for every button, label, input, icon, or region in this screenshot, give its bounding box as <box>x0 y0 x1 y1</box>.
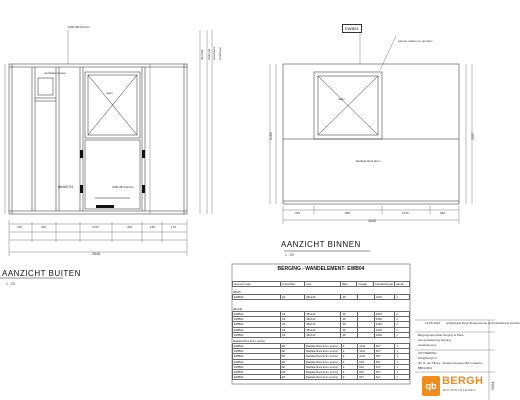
bom-cell: 38 <box>341 322 358 327</box>
note-right: paneel maken en opzolen <box>398 39 433 43</box>
bom-cell: Radiata Riva 9mm (extra) <box>304 369 341 374</box>
bom-cell: 9 <box>341 359 358 364</box>
dim-out-5: 180 <box>150 225 156 229</box>
bom-cell: 877 <box>374 369 394 374</box>
tb-drawing: elementtekening berging <box>418 338 451 342</box>
side-label-4: windmuur <box>218 46 222 60</box>
inside-height-right: 2597 <box>471 132 475 140</box>
inside-view-scale: 1 : 20 <box>285 253 294 257</box>
bom-cell: A6 <box>280 332 304 337</box>
frame-label: HSB 38x140mm <box>68 25 90 29</box>
bom-cell: 38 <box>341 327 358 332</box>
bom-cell: 610 <box>358 369 375 374</box>
bom-cell: 38 <box>341 295 358 300</box>
bom-header: breedte/lengte <box>375 282 394 287</box>
bom-cell: 617 <box>374 375 394 380</box>
bom-group-table <box>232 294 410 300</box>
bom-cell: A8 <box>280 349 304 354</box>
dim-in-2: 899 <box>345 211 351 215</box>
bom-cell: 1 <box>395 295 410 300</box>
bom-cell: A8 <box>280 364 304 369</box>
bom-cell: A6 <box>280 317 304 322</box>
bom-cell: 38x140 <box>305 312 341 317</box>
bom-cell: EWB04 <box>233 364 281 369</box>
bergh-logo <box>422 375 494 399</box>
bom-cell: 610 <box>358 364 375 369</box>
logo-mark: qb <box>422 376 440 396</box>
bom-cell: EWB04 <box>233 332 281 337</box>
bom-header-row <box>233 282 410 287</box>
tb-date: 14-06-2019 <box>425 321 441 325</box>
sill-label: HSB 38x140mm <box>112 185 134 189</box>
bom-cell: Radiata Riva 9mm (extra) <box>304 349 341 354</box>
bom-group-table <box>232 311 410 338</box>
table-row <box>233 295 410 300</box>
bom-cell: 1600 <box>374 332 395 337</box>
bom-cell: 607 <box>358 375 375 380</box>
bom-cell: A8 <box>280 359 304 364</box>
bom-group-label: 38x140 <box>233 307 243 311</box>
bom-cell: 2645 <box>374 312 395 317</box>
bom-cell: 9 <box>341 349 358 354</box>
bom-group-table <box>232 343 410 380</box>
bom-cell: 1 <box>395 364 410 369</box>
bom-cell: EWB04 <box>233 295 281 300</box>
bom-cell: 507 <box>374 354 394 359</box>
tb-project: Bergingsrenovatie berging & Patio <box>418 333 464 337</box>
bom-cell: 1 <box>395 344 410 349</box>
bom-cell: Radiata Riva 9mm (extra) <box>304 354 341 359</box>
bom-cell: A8 <box>280 369 304 374</box>
tb-sub: wandelement <box>418 343 436 347</box>
vent-label: ventilatie rooster <box>44 71 67 75</box>
bom-cell: 1 <box>395 359 410 364</box>
bom-cell: Radiata Riva 9mm (extra) <box>304 364 341 369</box>
bom-cell: 38 <box>341 312 358 317</box>
bom-cell: A8 <box>280 375 304 380</box>
bom-cell: 3350 <box>374 317 395 322</box>
detail-tag: detail 04 <box>58 184 74 189</box>
bom-cell: 1000 <box>374 295 395 300</box>
bom-cell <box>358 332 375 337</box>
outside-total-width: 2645 <box>92 252 100 256</box>
bom-cell: A6 <box>280 322 304 327</box>
bom-cell: 2 <box>395 312 410 317</box>
tb-number: BB191001 <box>418 366 433 370</box>
bom-header: houtprofiel <box>280 282 305 287</box>
bom-cell: 1 <box>395 327 410 332</box>
bom-header: type <box>305 282 341 287</box>
side-label-1: doorstijl <box>200 49 204 60</box>
side-label-3: staanders <box>212 46 216 60</box>
outside-view-title: AANZICHT BUITEN <box>2 269 81 278</box>
bom-cell: 38x140 <box>305 317 341 322</box>
bom-cell: 3 <box>395 317 410 322</box>
bom-cell: EWB04 <box>233 327 281 332</box>
table-row <box>233 375 410 380</box>
bom-cell: 9 <box>341 354 358 359</box>
inside-frame <box>283 64 459 204</box>
dim-out-6: 176 <box>171 225 177 229</box>
bom-cell: 38x140 <box>305 295 341 300</box>
bom-cell: Radiata Riva 9mm (extra) <box>304 359 341 364</box>
bom-cell: A8 <box>280 354 304 359</box>
bom-cell: EWB04 <box>233 349 281 354</box>
bom-cell: 507 <box>374 359 394 364</box>
bom-cell: 1 <box>395 349 410 354</box>
bom-cell: 617 <box>374 364 394 369</box>
bom-header: dikte <box>340 282 357 287</box>
bom-cell: EWB04 <box>233 322 281 327</box>
logo-text: BERGH <box>442 375 484 387</box>
bom-cell: A8 <box>280 344 304 349</box>
bom-cell: 827 <box>374 344 394 349</box>
tb-sheet-id: W04 <box>490 381 495 390</box>
bom-cell: EWB04 <box>233 312 281 317</box>
bom-cell: EWB04 <box>233 354 281 359</box>
bom-cell: EWB04 <box>233 317 281 322</box>
dim-out-4: 400 <box>127 225 133 229</box>
inside-total-width: 2645 <box>368 219 376 223</box>
outside-frame <box>9 64 187 214</box>
dim-out-1: 410 <box>17 225 23 229</box>
bom-cell: 38x140 <box>305 322 341 327</box>
bom-cell: EWB04 <box>233 344 281 349</box>
dim-in-3: 1015 <box>402 211 409 215</box>
bom-cell: 1 <box>395 354 410 359</box>
bom-cell: 1131 <box>358 354 375 359</box>
panel-label: Radiata Riva 9mm <box>356 159 381 163</box>
bom-cell: 2 <box>395 322 410 327</box>
side-label-2: zijdorpel <box>207 48 211 60</box>
bom-cell: 38x140 <box>305 327 341 332</box>
bom-cell: 9 <box>341 375 358 380</box>
tb-contact: info@bergh.nl <box>418 356 437 360</box>
tb-revision-note: opdrachtgegr Bergh Bouwsystemen productietekening/ verwerkt <box>446 322 520 325</box>
bom-cell: EWB04 <box>233 369 281 374</box>
bom-header: hoogte <box>357 282 374 287</box>
bom-cell: A6 <box>280 312 304 317</box>
dim-in-1: 349 <box>295 211 301 215</box>
logo-sub: BOUWSYSTEMEN <box>443 388 477 392</box>
bom-cell: EWB04 <box>233 359 281 364</box>
window-label-outside: raam <box>106 91 113 95</box>
bom-cell: Radiata Riva 9mm (extra) <box>304 344 341 349</box>
bom-cell: 1131 <box>358 349 375 354</box>
outside-view-scale: 1 : 20 <box>6 282 15 286</box>
dim-in-4: 382 <box>440 211 446 215</box>
bom-title: BERGING - WANDELEMENT- EWB04 <box>277 266 365 272</box>
bom-cell: 1 <box>395 332 410 337</box>
window-label-inside: raam <box>338 97 345 101</box>
bom-cell: 678 <box>358 359 375 364</box>
bom-cell: 1 <box>395 375 410 380</box>
bom-cell: 38 <box>341 332 358 337</box>
tb-code: UITVOERING <box>418 351 437 355</box>
bom-cell: 38 <box>341 317 358 322</box>
bom-cell: A6 <box>280 327 304 332</box>
bom-cell <box>358 295 375 300</box>
bom-cell: 507 <box>374 349 394 354</box>
bom-cell: 2150 <box>374 322 395 327</box>
bom-group-label: Radiata Riva 9mm (extra) <box>233 339 265 343</box>
bom-cell: 9 <box>341 369 358 374</box>
bom-cell: A0 <box>280 295 304 300</box>
bom-cell: 1000 <box>374 327 395 332</box>
tb-address: dhr. R. van Tilburg - Venstermolenweg 180 te Haarlem <box>418 362 483 365</box>
bom-cell: EWB04 <box>233 375 281 380</box>
bom-cell: 9 <box>341 364 358 369</box>
bom-cell: 1 <box>395 369 410 374</box>
bom-cell: 38x140 <box>305 332 341 337</box>
inside-view-title: AANZICHT BINNEN <box>281 240 361 249</box>
inside-height-left: 2165 <box>269 132 273 140</box>
bom-group-label: 38x45 <box>233 290 241 294</box>
bom-cell: Radiata Riva 9mm (extra) <box>304 375 341 380</box>
dim-out-3: 1130 <box>92 225 99 229</box>
bom-header: element code <box>233 282 281 287</box>
inside-tag: EWB04 <box>342 24 362 33</box>
table-row <box>233 332 410 337</box>
dim-out-2: 400 <box>41 225 47 229</box>
bom-cell: 1131 <box>358 344 375 349</box>
bom-header: aantal <box>395 282 410 287</box>
bom-cell: 9 <box>341 344 358 349</box>
bom-header-table <box>232 281 410 287</box>
